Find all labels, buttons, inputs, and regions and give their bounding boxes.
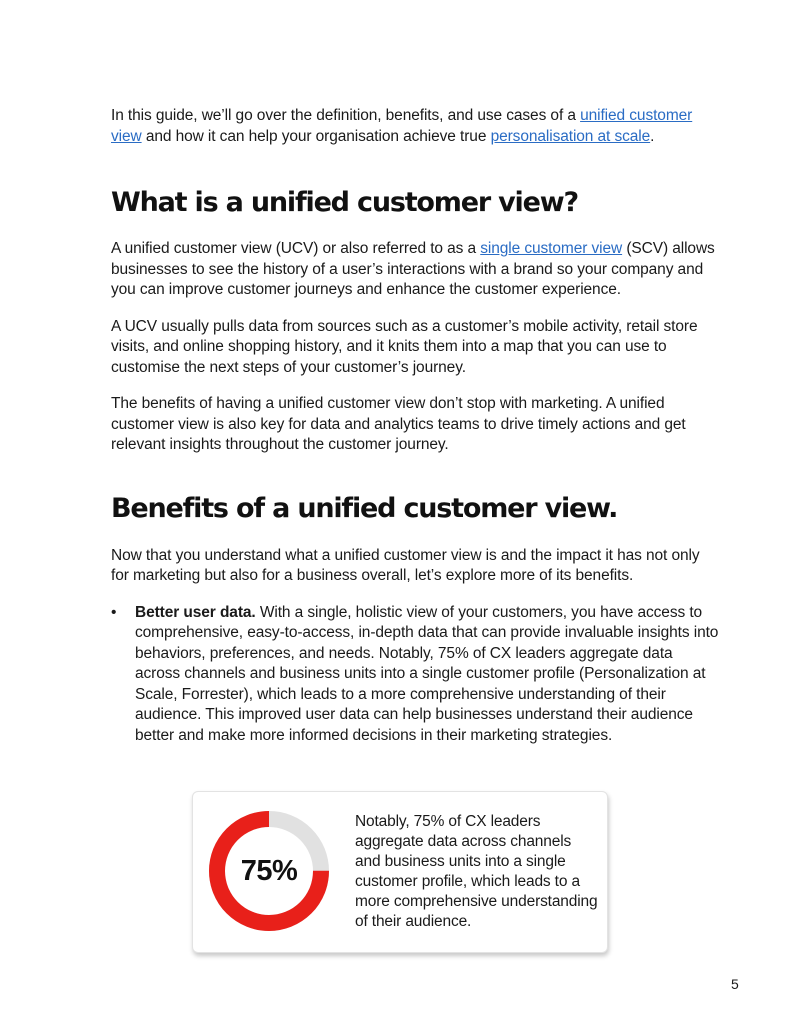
what-p1-after: (SCV) allows businesses to see the history of a user’s interactions with a brand so your company and you can improve customer journeys and enhance the customer experience.	[111, 240, 715, 298]
intro-text-before: In this guide, we’ll go over the definition, benefits, and use cases of a	[111, 107, 581, 124]
bullet-marker: •	[111, 603, 117, 621]
what-paragraph-2: A UCV usually pulls data from sources such as a customer’s mobile activity, retail store visits, and online shopping history, and it knits them into a map that you can use to customise the next steps of your customer’s journey.	[111, 317, 698, 376]
single-customer-view-link[interactable]: single customer view	[480, 240, 623, 257]
benefits-list	[111, 603, 721, 747]
bullet-title: Better user data.	[135, 603, 256, 621]
callout-text: Notably, 75% of CX leaders aggregate data across channels and business units into a single customer profile, which leads to a more comprehensive understanding of their audience.	[355, 813, 598, 930]
document-body	[111, 106, 721, 746]
heading-what-is-ucv: What is a unified customer view?	[111, 187, 578, 218]
what-paragraph-1	[111, 239, 721, 301]
intro-text-middle: and how it can help your organisation achieve true	[141, 127, 491, 145]
list-item	[111, 603, 721, 747]
benefits-paragraph-1: Now that you understand what a unified customer view is and the impact it has not only for marketing but also for a business overall, let’s explore more of its benefits.	[111, 546, 700, 584]
intro-paragraph	[111, 106, 721, 147]
intro-text-after: .	[650, 127, 655, 145]
stat-callout-card	[192, 791, 608, 953]
personalisation-at-scale-link[interactable]: personalisation at scale	[490, 127, 651, 145]
what-p1-before: A unified customer view (UCV) or also referred to as a	[111, 240, 481, 257]
unified-customer-view-link[interactable]: unified customer view	[111, 107, 693, 145]
bullet-text: With a single, holistic view of your customers, you have access to comprehensive, easy-to-access, in-depth data that can provide invaluable insights into behaviors, preferences, and needs. Notably, 75% of CX leaders aggregate data across channels and business units into a single customer profile (Personalization at Scale, Forrester), which leads to a more comprehensive understanding of their audience. This improved user data can help businesses understand their audience better and make more informed decisions in their marketing strategies.	[135, 603, 719, 744]
stat-percentage: 75%	[240, 854, 298, 887]
heading-benefits: Benefits of a unified customer view.	[111, 492, 618, 524]
page-number: 5	[731, 976, 739, 992]
what-paragraph-3: The benefits of having a unified customer view don’t stop with marketing. A unified customer view is also key for data and analytics teams to drive timely actions and get relevant insights throughout the customer journey.	[111, 395, 686, 453]
